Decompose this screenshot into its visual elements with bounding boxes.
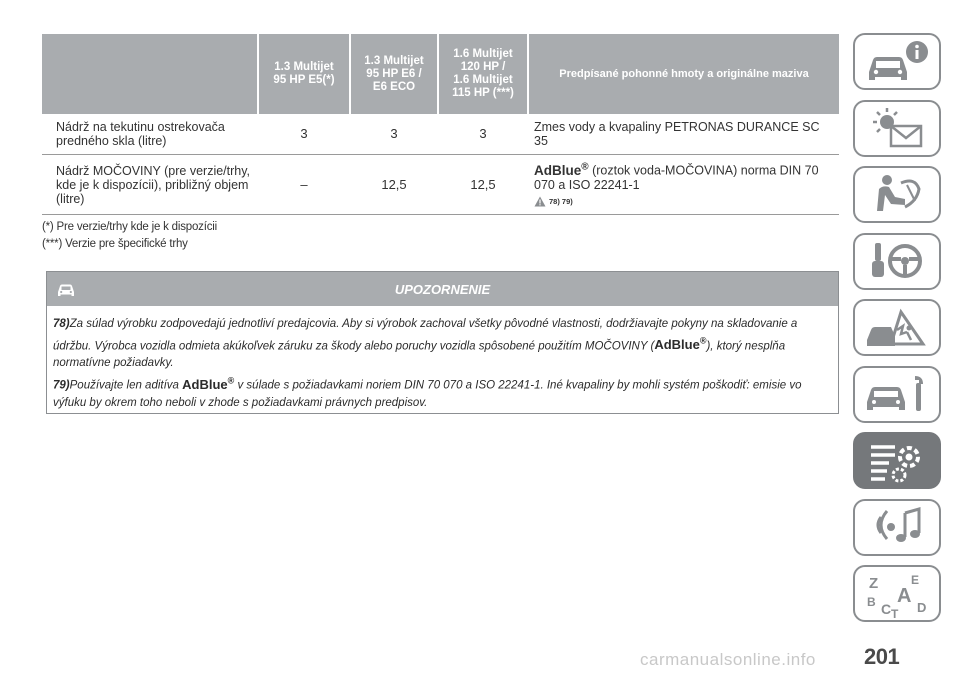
- chapter-navigation: [853, 33, 941, 632]
- tab-starting-driving[interactable]: [853, 233, 941, 290]
- adblue-brand: AdBlue®: [534, 161, 589, 178]
- page-number: 201: [864, 644, 900, 669]
- table-row: [42, 155, 839, 215]
- svg-text:E: E: [911, 572, 920, 587]
- adblue-brand: AdBlue®: [182, 375, 235, 392]
- header-fuels-lubricants: Predpísané pohonné hmoty a originálne maziva: [528, 34, 839, 114]
- technical-data-icon: [861, 437, 933, 485]
- tab-multimedia[interactable]: [853, 499, 941, 556]
- tab-emergency[interactable]: [853, 299, 941, 356]
- fuel-spec: Zmes vody a kvapaliny PETRONAS DURANCE SC 35: [528, 114, 839, 155]
- adblue-brand: AdBlue®: [654, 336, 707, 353]
- watermark: carmanualsonline.info: [640, 650, 816, 669]
- tab-index[interactable]: [853, 565, 941, 622]
- tab-safety[interactable]: [853, 166, 941, 223]
- footnote: (***) Verzie pre špecifické trhy: [42, 238, 188, 250]
- cell-value: 12,5: [350, 155, 438, 215]
- warning-box: [46, 271, 839, 414]
- cell-value: 12,5: [438, 155, 528, 215]
- note-78: 78)Za súlad výrobku zodpovedajú jednotliví predajcovia. Aby si výrobok zachoval všetky pôvodné vlastnosti, dodržiavajte pokyny na skladovanie a údržbu. Výrobca vozidla odmieta akúkoľvek záruku za škody alebo poruchy vozidla spôsobené použitím MOČOVINY (AdBlue®), ktorý nesplňa normatívne požiadavky.: [53, 318, 798, 370]
- svg-text:B: B: [867, 594, 876, 609]
- header-empty: [42, 34, 258, 114]
- svg-text:D: D: [917, 599, 927, 615]
- note-79: 79)Používajte len aditíva AdBlue® v súlade s požiadavkami noriem DIN 70 070 a ISO 22241-1. Iné kvapaliny by mohli systém poškodiť: emisie vo výfuku by okrem toho neboli v zhode s požiadavkami právnych predpisov.: [53, 375, 802, 409]
- warning-title: UPOZORNENIE: [394, 282, 491, 297]
- footnotes: [42, 219, 217, 253]
- cell-value: 3: [258, 114, 350, 155]
- warning-reference[interactable]: [534, 195, 835, 209]
- car-maintenance-icon: [861, 370, 933, 418]
- multimedia-icon: [861, 503, 933, 551]
- header-1-3-multijet-e5: 1.3 Multijet 95 HP E5(*): [258, 34, 350, 114]
- row-label: Nádrž na tekutinu ostrekovača predného skla (litre): [42, 114, 258, 155]
- cell-value: –: [258, 155, 350, 215]
- row-label: Nádrž MOČOVINY (pre verzie/trhy, kde je k dispozícii), približný objem (litre): [42, 155, 258, 215]
- cell-value: 3: [350, 114, 438, 155]
- svg-text:Z: Z: [869, 574, 879, 592]
- car-info-icon: [861, 38, 933, 86]
- warning-triangle-icon: [534, 196, 546, 207]
- fuel-spec-text: (roztok voda-MOČOVINA) norma DIN 70 070 a ISO 22241-1: [534, 163, 819, 192]
- warning-header: [47, 272, 838, 306]
- header-1-6-multijet: 1.6 Multijet 120 HP / 1.6 Multijet 115 HP (***): [438, 34, 528, 114]
- steering-key-icon: [861, 237, 933, 285]
- warning-lights-icon: [861, 104, 933, 152]
- table-header-row: [42, 34, 839, 114]
- tab-technical-data[interactable]: [853, 432, 941, 489]
- tab-warning-lights[interactable]: [853, 100, 941, 157]
- warning-body: [47, 306, 838, 412]
- header-1-3-multijet-e6: 1.3 Multijet 95 HP E6 / E6 ECO: [350, 34, 438, 114]
- seat-safety-icon: [861, 171, 933, 219]
- footnote: (*) Pre verzie/trhy kde je k dispozícii: [42, 221, 217, 233]
- tab-car-info[interactable]: [853, 33, 941, 90]
- accident-icon: [861, 304, 933, 352]
- svg-text:A: A: [897, 584, 912, 607]
- svg-text:T: T: [891, 606, 899, 618]
- table-row: [42, 114, 839, 155]
- alphabet-index-icon: [861, 570, 933, 618]
- cell-value: 3: [438, 114, 528, 155]
- reference-numbers: 78) 79): [549, 196, 573, 206]
- fuel-spec: [528, 155, 839, 215]
- specifications-table: [42, 34, 839, 215]
- svg-text:C: C: [881, 600, 892, 617]
- tab-maintenance[interactable]: [853, 366, 941, 423]
